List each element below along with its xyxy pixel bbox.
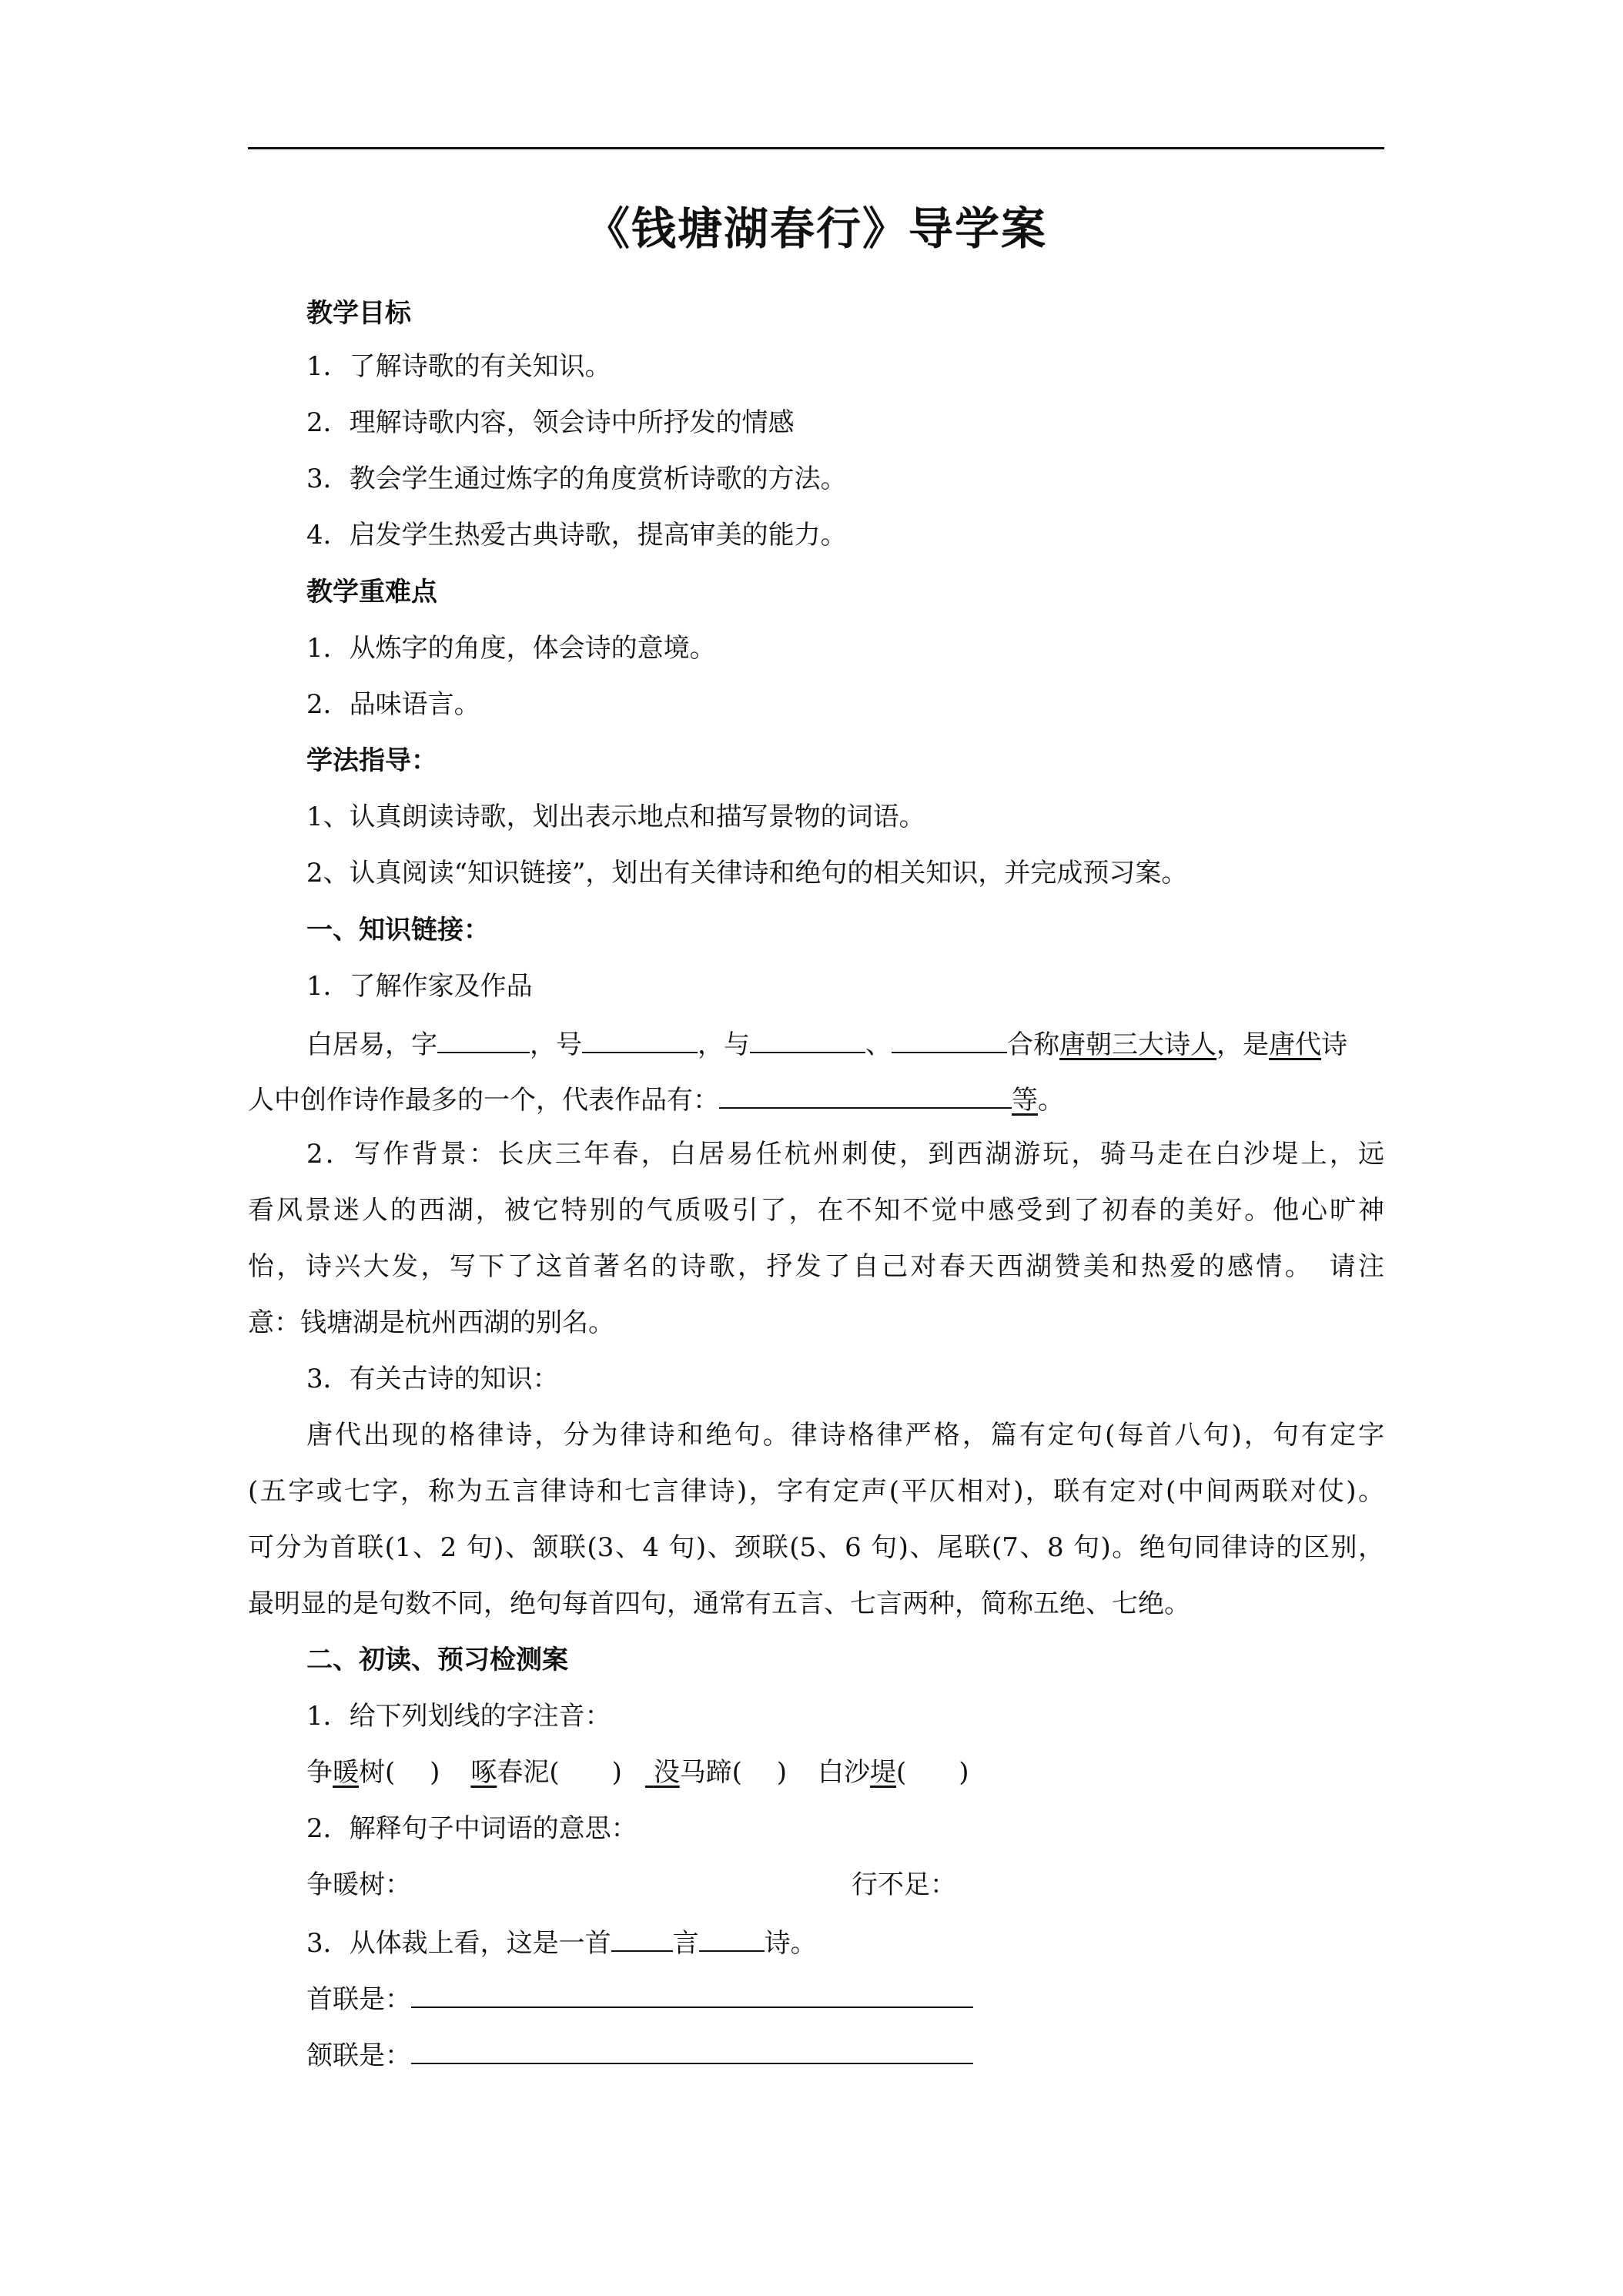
author-line-2: 人中创作诗作最多的一个，代表作品有： 等。: [248, 1079, 1064, 1119]
second-couplet-line: 颔联是：: [306, 2035, 973, 2074]
goal-item: 2．理解诗歌内容，领会诗中所抒发的情感: [306, 407, 795, 438]
pinyin-item[interactable]: 白沙堤( ): [818, 1757, 969, 1788]
pinyin-item[interactable]: 争暖树( ): [306, 1757, 440, 1788]
pinyin-item[interactable]: 没马蹄( ): [653, 1757, 788, 1788]
term-1[interactable]: 争暖树：: [306, 1869, 411, 1900]
poetry-line: 唐代出现的格律诗，分为律诗和绝句。律诗格律严格，篇有定句(每首八句)，句有定字: [306, 1420, 1384, 1451]
blank-char-count[interactable]: [611, 1923, 673, 1952]
goal-item: 1．了解诗歌的有关知识。: [306, 351, 611, 382]
section1-sub3: 3．有关古诗的知识：: [306, 1364, 559, 1394]
page-title: 《钱塘湖春行》导学案: [584, 202, 1047, 255]
blank-art-name[interactable]: [582, 1024, 698, 1053]
question-1: 1．给下列划线的字注音：: [306, 1701, 611, 1732]
method-item: 2、认真阅读“知识链接”，划出有关律诗和绝句的相关知识，并完成预习案。: [306, 858, 1188, 889]
goal-item: 3．教会学生通过炼字的角度赏析诗歌的方法。: [306, 464, 847, 494]
background-line: 看风景迷人的西湖，被它特别的气质吸引了，在不知不觉中感受到了初春的美好。他心旷神: [248, 1195, 1384, 1226]
blank-poem-type[interactable]: [699, 1923, 765, 1952]
poetry-line: 可分为首联(1、2 句)、颔联(3、4 句)、颈联(5、6 句)、尾联(7、8 句)。绝句同律诗的区别，: [248, 1532, 1384, 1563]
background-line: 怡，诗兴大发，写下了这首著名的诗歌，抒发了自己对春天西湖赞美和热爱的感情。 请注: [248, 1251, 1384, 1282]
term-2[interactable]: 行不足：: [852, 1869, 956, 1900]
poetry-line: (五字或七字，称为五言律诗和七言律诗)，字有定声(平仄相对)，联有定对(中间两联对仗)。: [248, 1476, 1384, 1507]
background-line: 2．写作背景：长庆三年春，白居易任杭州刺使，到西湖游玩，骑马走在白沙堤上，远: [306, 1139, 1384, 1170]
method-item: 1、认真朗读诗歌，划出表示地点和描写景物的词语。: [306, 802, 925, 832]
goals-heading: 教学目标: [306, 298, 411, 329]
poetry-line: 最明显的是句数不同，绝句每首四句，通常有五言、七言两种，简称五绝、七绝。: [248, 1588, 1190, 1619]
question-2: 2．解释句子中词语的意思：: [306, 1813, 637, 1844]
section2-heading: 二、初读、预习检测案: [306, 1645, 568, 1675]
section1-sub1: 1．了解作家及作品: [306, 971, 533, 1002]
question-3: 3．从体裁上看，这是一首 言 诗。: [306, 1923, 817, 1962]
goal-item: 4．启发学生热爱古典诗歌，提高审美的能力。: [306, 520, 847, 551]
header-rule: [248, 147, 1384, 149]
key-points-heading: 教学重难点: [306, 577, 437, 607]
pinyin-line: [306, 1754, 969, 1791]
first-couplet-line: 首联是：: [306, 1979, 973, 2018]
method-heading: 学法指导：: [306, 745, 437, 776]
key-point-item: 1．从炼字的角度，体会诗的意境。: [306, 633, 716, 664]
blank-works[interactable]: [719, 1079, 1012, 1109]
blank-poet-1[interactable]: [750, 1024, 865, 1053]
author-line: 白居易，字 ，号 ，与 、 合称唐朝三大诗人，是唐代诗: [306, 1024, 1347, 1063]
pinyin-item[interactable]: 啄春泥( ): [470, 1757, 622, 1788]
background-line: 意：钱塘湖是杭州西湖的别名。: [248, 1307, 614, 1338]
key-point-item: 2．品味语言。: [306, 689, 480, 720]
blank-courtesy-name[interactable]: [437, 1024, 530, 1053]
blank-first-couplet[interactable]: [411, 1979, 973, 2008]
blank-poet-2[interactable]: [892, 1024, 1007, 1053]
blank-second-couplet[interactable]: [411, 2035, 973, 2064]
section1-heading: 一、知识链接：: [306, 915, 490, 946]
